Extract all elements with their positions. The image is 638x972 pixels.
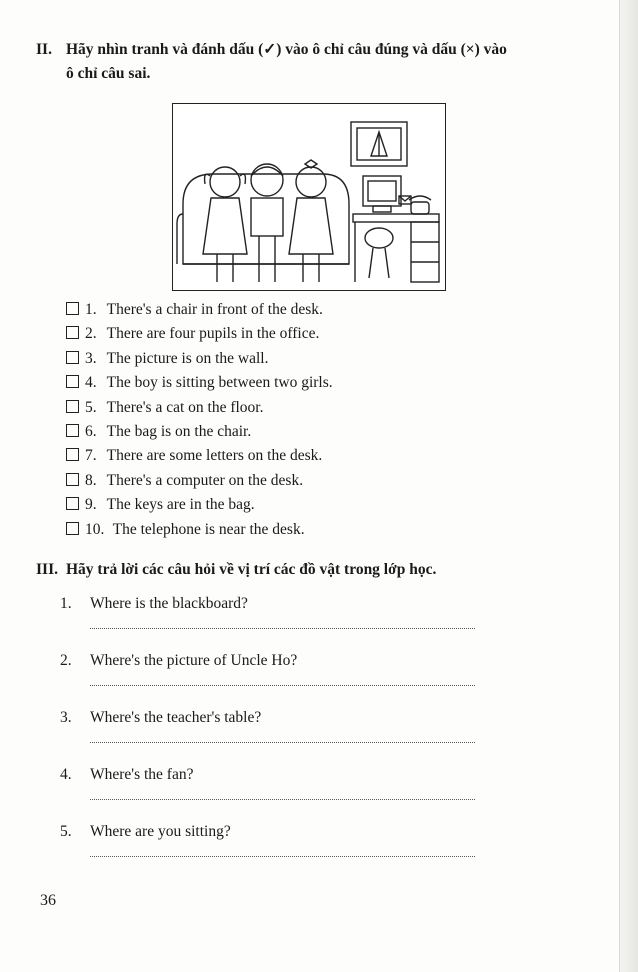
statement-item: 4. The boy is sitting between two girls. <box>66 371 333 395</box>
question-item <box>60 651 297 708</box>
answer-checkbox[interactable] <box>66 497 79 510</box>
question-number: 2. <box>60 652 72 669</box>
question-number: 5. <box>60 823 72 840</box>
question-text: Where's the fan? <box>90 766 194 783</box>
answer-line[interactable] <box>90 683 475 686</box>
question-text: Where are you sitting? <box>90 823 231 840</box>
answer-line[interactable] <box>90 854 475 857</box>
page-number: 36 <box>40 892 56 909</box>
question-number: 1. <box>60 595 72 612</box>
answer-line[interactable] <box>90 626 475 629</box>
question-item <box>60 708 297 765</box>
question-number: 3. <box>60 709 72 726</box>
answer-checkbox[interactable] <box>66 424 79 437</box>
section-ii-instruction-line1: Hãy nhìn tranh và đánh dấu (✓) vào ô chỉ câu đúng và dấu (×) vào <box>66 41 507 58</box>
answer-checkbox[interactable] <box>66 522 79 535</box>
statement-item: 5. There's a cat on the floor. <box>66 396 333 420</box>
answer-checkbox[interactable] <box>66 400 79 413</box>
section-ii-heading <box>36 38 596 86</box>
question-text: Where is the blackboard? <box>90 595 248 612</box>
statement-item: 9. The keys are in the bag. <box>66 493 333 517</box>
girl-left-icon <box>203 167 247 282</box>
chair-icon <box>365 228 393 278</box>
section-ii-instruction-line2: ô chỉ câu sai. <box>66 65 151 82</box>
question-text: Where's the picture of Uncle Ho? <box>90 652 298 669</box>
page-edge <box>619 0 638 972</box>
statement-item: 6. The bag is on the chair. <box>66 420 333 444</box>
question-item <box>60 765 297 822</box>
answer-line[interactable] <box>90 797 475 800</box>
section-iii-instruction: Hãy trả lời các câu hỏi về vị trí các đồ vật trong lớp học. <box>66 561 437 578</box>
answer-checkbox[interactable] <box>66 326 79 339</box>
answer-checkbox[interactable] <box>66 302 79 315</box>
section-iii-heading <box>36 558 596 582</box>
telephone-icon <box>409 196 431 214</box>
classroom-illustration-icon <box>172 103 446 291</box>
question-list <box>60 594 297 879</box>
answer-line[interactable] <box>90 740 475 743</box>
answer-checkbox[interactable] <box>66 448 79 461</box>
statement-item: 8. There's a computer on the desk. <box>66 469 333 493</box>
statement-item: 7. There are some letters on the desk. <box>66 444 333 468</box>
statement-item: 1. There's a chair in front of the desk. <box>66 298 333 322</box>
statement-item: 10. The telephone is near the desk. <box>66 518 333 542</box>
wall-picture-icon <box>351 122 407 166</box>
answer-checkbox[interactable] <box>66 375 79 388</box>
section-iii-number: III. <box>36 561 58 578</box>
statement-item: 2. There are four pupils in the office. <box>66 322 333 346</box>
computer-icon <box>363 176 401 212</box>
true-false-list <box>66 298 333 542</box>
question-number: 4. <box>60 766 72 783</box>
question-text: Where's the teacher's table? <box>90 709 262 726</box>
section-ii-number: II. <box>36 41 52 58</box>
desk-icon <box>353 214 439 282</box>
statement-item: 3. The picture is on the wall. <box>66 347 333 371</box>
answer-checkbox[interactable] <box>66 473 79 486</box>
question-item <box>60 822 297 879</box>
answer-checkbox[interactable] <box>66 351 79 364</box>
question-item <box>60 594 297 651</box>
